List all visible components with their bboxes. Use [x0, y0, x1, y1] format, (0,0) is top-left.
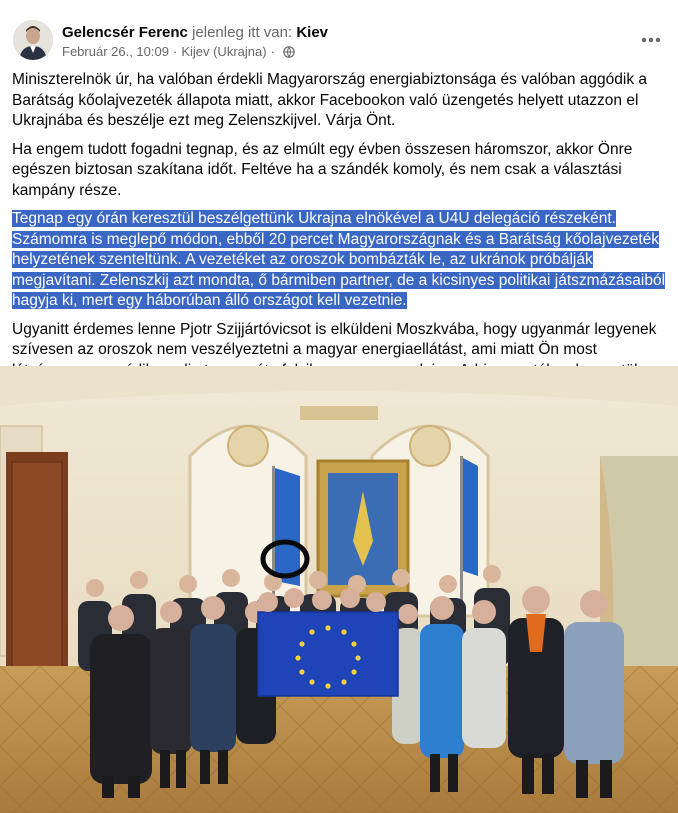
- post-header: [0, 0, 678, 64]
- more-horizontal-icon: [641, 37, 661, 43]
- author-status: jelenleg itt van:: [192, 24, 293, 41]
- post-place[interactable]: Kijev (Ukrajna): [181, 44, 267, 59]
- avatar-portrait: [13, 20, 53, 60]
- more-options-button[interactable]: [636, 30, 666, 50]
- checkin-location[interactable]: Kiev: [296, 24, 329, 41]
- globe-icon: [283, 46, 295, 58]
- post-timestamp[interactable]: Február 26., 10:09: [62, 44, 169, 59]
- author-line: [62, 24, 328, 42]
- post-paragraph-3-selected: [12, 209, 668, 312]
- meta-separator: ·: [172, 44, 178, 59]
- group-photo[interactable]: [0, 366, 678, 813]
- author-avatar[interactable]: [13, 20, 53, 60]
- post-paragraph-1: Miniszterelnök úr, ha valóban érdekli Magyarország energiabiztonsága és valóban aggódik a Barátság kőolajvezeték állapota miatt, akkor Facebookon való üzengetés helyett utazzon el Ukrajnába és beszélje ezt meg Zelenszkijvel. Várja Önt.: [12, 71, 648, 129]
- post-paragraph-4: Ugyanitt érdemes lenne Pjotr Szijjártóvicsot is elküldeni Moszkvába, hogy ugyanmár legyenek szívesen az oroszok nem veszélyeztetni a magyar energiaellátást, ami miatt Ön most: [12, 320, 657, 358]
- meta-separator: ·: [270, 44, 275, 59]
- selected-text: Tegnap egy órán keresztül beszélgettünk Ukrajna elnökével a U4U delegáció részeként. Számomra is meglepő módon, ebből 20 percet Magyarországnak és a Barátság kőolajvezeték helyzetének szenteltünk. A vezetéket az oroszok bombázták le, az ukránok próbálják megjavítani. Zelenszkij azt mondta, ő bármiben partner, de a kicsinyes politikai játszmázásaiból hagyja ki, mert egy háborúban álló országot kell vezetnie.: [12, 210, 666, 309]
- post-paragraph-2: Ha engem tudott fogadni tegnap, és az elmúlt egy évben összesen háromszor, akkor Önre egészen biztosan szakítana időt. Feltéve ha a szándék komoly, és nem csak a választási kampány része.: [12, 140, 633, 199]
- author-name[interactable]: Gelencsér Ferenc: [62, 24, 188, 41]
- post-text: [12, 70, 668, 389]
- post-meta: [62, 44, 295, 60]
